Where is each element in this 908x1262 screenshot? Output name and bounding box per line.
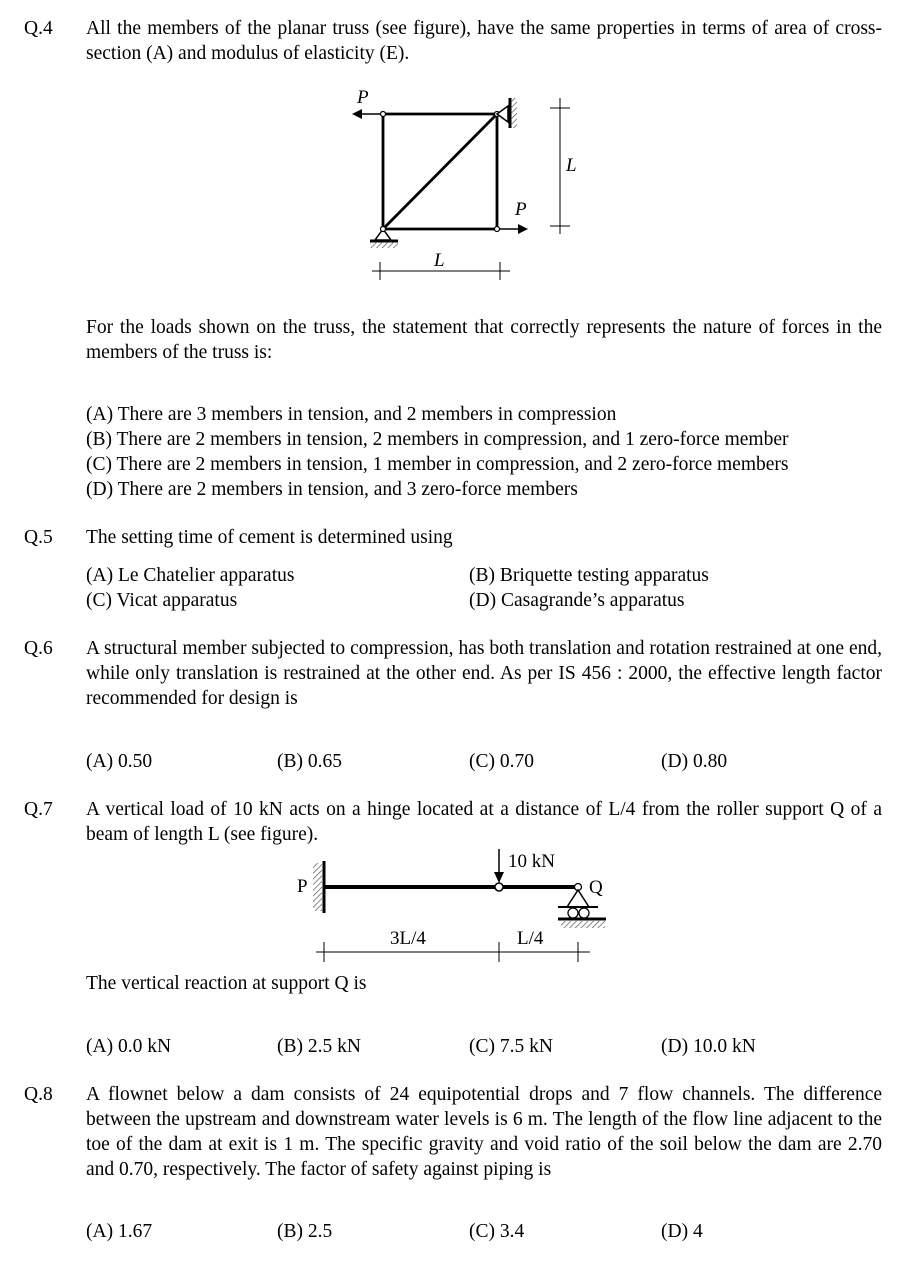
option-q8-c[interactable]: (C) 3.4: [469, 1221, 525, 1242]
load-arrow-bottom-right-icon: [500, 224, 528, 234]
truss-members: [383, 114, 497, 229]
option-q7-b[interactable]: (B) 2.5 kN: [277, 1036, 361, 1057]
question-number-q8: Q.8: [24, 1084, 53, 1105]
truss-dim-vertical-label: L: [566, 155, 577, 176]
load-arrow-down-icon: [494, 849, 504, 883]
option-q6-a[interactable]: (A) 0.50: [86, 751, 153, 772]
question-number-q5: Q.5: [24, 527, 53, 548]
option-q8-d[interactable]: (D) 4: [661, 1221, 703, 1242]
question-stem-q8: A flownet below a dam consists of 24 equipotential drops and 7 flow channels. The difference between the upstream and downstream water levels is 6 m. The length of the flow line adjacent to the toe of the dam at exit is 1 m. The specific gravity and void ratio of the soil below the dam are 2.70 and 0.70, respectively. The factor of safety against piping is: [86, 1084, 882, 1180]
option-q8-a[interactable]: (A) 1.67: [86, 1221, 153, 1242]
question-stem-q4: All the members of the planar truss (see figure), have the same properties in terms of area of cross-section (A) and modulus of elasticity (E).: [86, 18, 882, 64]
option-q6-b[interactable]: (B) 0.65: [277, 751, 342, 772]
option-q6-d[interactable]: (D) 0.80: [661, 751, 728, 772]
option-q5-b[interactable]: (B) Briquette testing apparatus: [469, 565, 709, 586]
question-prompt-q4: For the loads shown on the truss, the statement that correctly represents the nature of forces in the members of the truss is:: [86, 317, 882, 363]
question-number-q6: Q.6: [24, 638, 53, 659]
truss-load-label-top: P: [357, 87, 369, 108]
option-q5-c[interactable]: (C) Vicat apparatus: [86, 590, 238, 611]
hinge-icon: [495, 883, 503, 891]
beam-load-label: 10 kN: [508, 851, 555, 872]
question-stem-q6: A structural member subjected to compression, has both translation and rotation restrained at one end, while only translation is restrained at the other end. As per IS 456 : 2000, the effective length factor recommended for design is: [86, 638, 882, 709]
beam-support-label-left: P: [297, 876, 308, 897]
option-q4-b[interactable]: (B) There are 2 members in tension, 2 members in compression, and 1 zero-force member: [86, 429, 789, 450]
option-q5-a[interactable]: (A) Le Chatelier apparatus: [86, 565, 295, 586]
beam-dimension-lines: [316, 942, 590, 962]
option-q7-c[interactable]: (C) 7.5 kN: [469, 1036, 553, 1057]
beam-figure: [290, 845, 620, 970]
option-q4-a[interactable]: (A) There are 3 members in tension, and 2 members in compression: [86, 404, 617, 425]
question-number-q7: Q.7: [24, 799, 53, 820]
option-q4-d[interactable]: (D) There are 2 members in tension, and 3 zero-force members: [86, 479, 578, 500]
question-stem-q7: A vertical load of 10 kN acts on a hinge located at a distance of L/4 from the roller support Q of a beam of length L (see figure).: [86, 799, 882, 845]
question-prompt-q7: The vertical reaction at support Q is: [86, 973, 367, 994]
beam-dim-left-label: 3L/4: [390, 928, 426, 949]
truss-figure: [340, 86, 590, 286]
truss-load-label-right: P: [515, 199, 527, 220]
option-q4-c[interactable]: (C) There are 2 members in tension, 1 member in compression, and 2 zero-force members: [86, 454, 789, 475]
load-arrow-top-left-icon: [352, 109, 381, 119]
option-q5-d[interactable]: (D) Casagrande’s apparatus: [469, 590, 685, 611]
wall-pin-support-icon: [497, 98, 517, 128]
question-number-q4: Q.4: [24, 18, 53, 39]
option-q7-d[interactable]: (D) 10.0 kN: [661, 1036, 756, 1057]
beam-dim-right-label: L/4: [517, 928, 544, 949]
beam-support-label-right: Q: [589, 877, 603, 898]
option-q8-b[interactable]: (B) 2.5: [277, 1221, 333, 1242]
option-q7-a[interactable]: (A) 0.0 kN: [86, 1036, 172, 1057]
truss-dim-horizontal-label: L: [434, 250, 445, 271]
fixed-wall-icon: [313, 861, 324, 913]
option-q6-c[interactable]: (C) 0.70: [469, 751, 534, 772]
question-stem-q5: The setting time of cement is determined using: [86, 527, 453, 548]
